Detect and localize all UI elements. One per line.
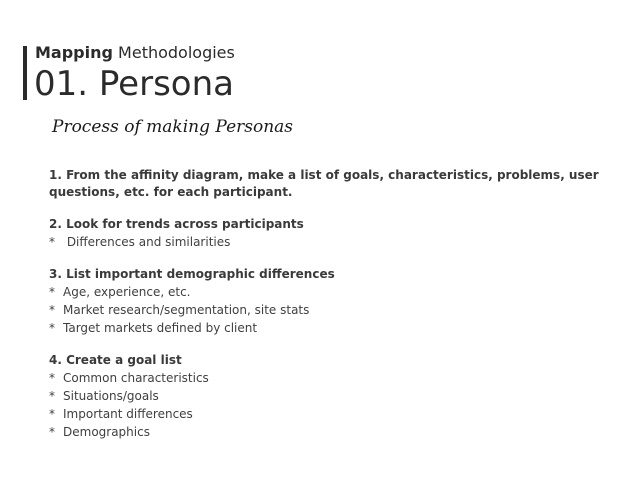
- list-item-text: Demographics: [63, 425, 150, 439]
- step-heading: 3. List important demographic differences: [49, 267, 335, 281]
- page-subtitle: Process of making Personas: [52, 117, 294, 137]
- section-kicker: [35, 43, 235, 62]
- list-item: [49, 405, 609, 423]
- bullet-marker: *: [49, 321, 55, 335]
- list-item: [49, 319, 609, 337]
- step-3: [49, 266, 609, 337]
- step-1: [49, 167, 609, 201]
- list-item-text: Common characteristics: [63, 371, 209, 385]
- list-item-text: Situations/goals: [63, 389, 159, 403]
- list-item-text: Important differences: [63, 407, 193, 421]
- page-title: 01. Persona: [34, 64, 234, 104]
- step-heading: 4. Create a goal list: [49, 353, 182, 367]
- list-item-text: Age, experience, etc.: [63, 285, 191, 299]
- step-heading: 2. Look for trends across participants: [49, 217, 304, 231]
- bullet-marker: *: [49, 303, 55, 317]
- kicker-bold: Mapping: [35, 43, 113, 62]
- list-item-text: Differences and similarities: [63, 235, 231, 249]
- list-item-text: Target markets defined by client: [63, 321, 258, 335]
- bullet-marker: *: [49, 407, 55, 421]
- list-item: [49, 233, 609, 251]
- bullet-marker: *: [49, 371, 55, 385]
- title-accent-bar: [23, 46, 27, 100]
- kicker-rest: Methodologies: [118, 43, 235, 62]
- list-item-text: Market research/segmentation, site stats: [63, 303, 310, 317]
- steps-list: [49, 167, 609, 456]
- bullet-marker: *: [49, 235, 55, 249]
- list-item: [49, 369, 609, 387]
- step-4: [49, 352, 609, 441]
- bullet-marker: *: [49, 425, 55, 439]
- list-item: [49, 301, 609, 319]
- bullet-marker: *: [49, 389, 55, 403]
- step-2: [49, 216, 609, 251]
- step-heading: 1. From the affinity diagram, make a list of goals, characteristics, problems, user questions, etc. for each participant.: [49, 168, 599, 199]
- list-item: [49, 423, 609, 441]
- bullet-marker: *: [49, 285, 55, 299]
- list-item: [49, 387, 609, 405]
- list-item: [49, 283, 609, 301]
